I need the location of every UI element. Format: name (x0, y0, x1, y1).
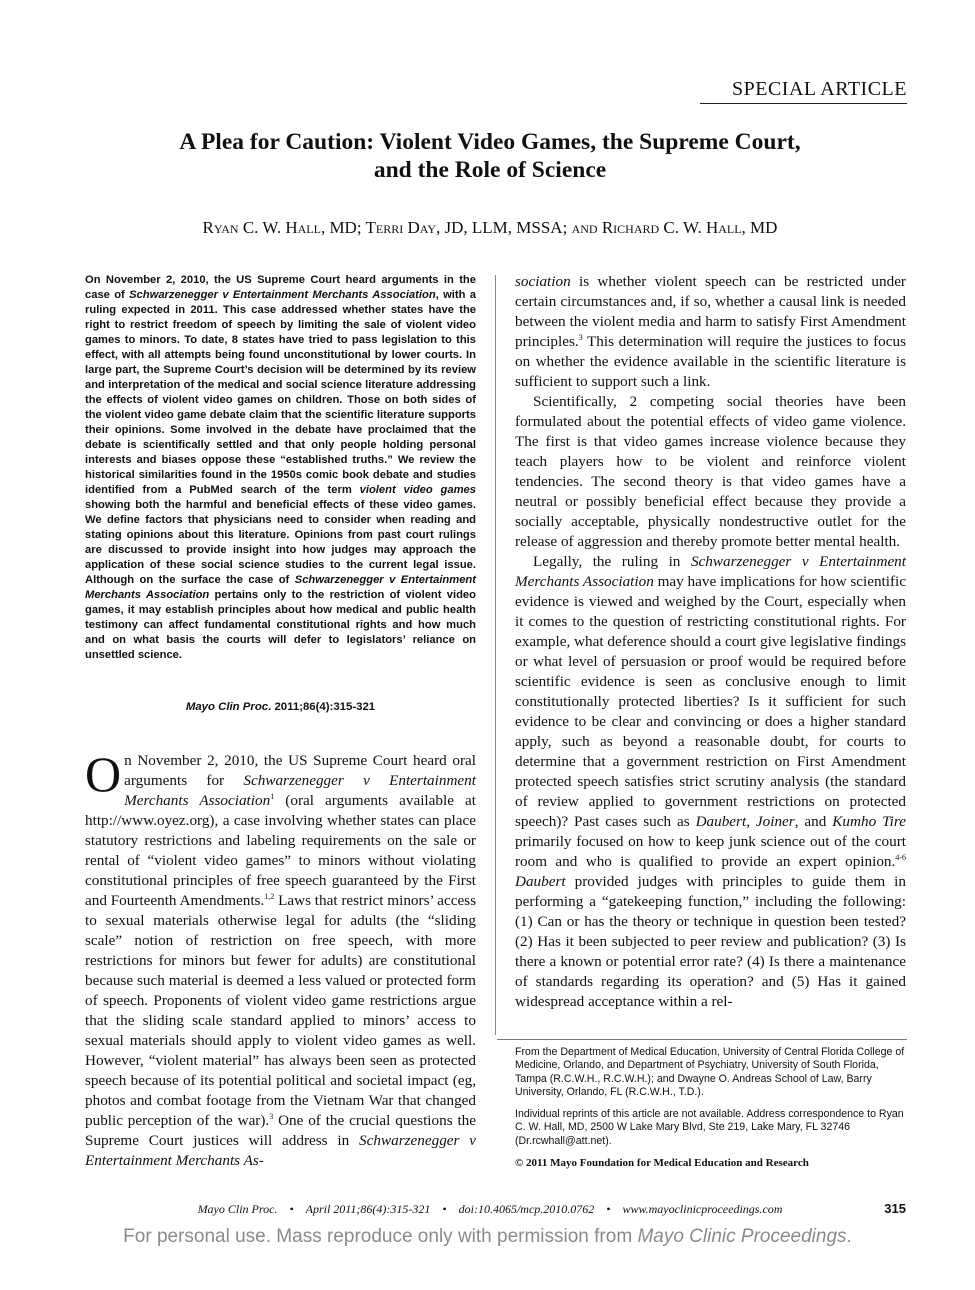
abstract-case-name-2: Schwarzenegger v Entertainment Merchants Association (85, 574, 476, 601)
page-number: 315 (884, 1201, 906, 1216)
permission-period: . (846, 1226, 852, 1247)
author-3-degree: , MD (741, 218, 778, 237)
body-text: provided judges with principles to guide them in performing a “gatekeeping function,” including the following: (1) Can or has the theory or technique in question been tested? (2) Has it been subjected to peer review and publication? (3) Is there a known or potential error rate? (4) Is there a maintenance of standards regarding its operation? and (5) Has it gained widespread acceptance within a rel- (515, 873, 906, 1010)
footer-bullet: • (289, 1202, 294, 1216)
author-2-degree: , JD, LLM, MSSA; (436, 218, 572, 237)
case-name: Schwarzenegger v Entertainment Merchants Association (515, 553, 906, 590)
citation-ref: . 2011;86(4):315-321 (268, 701, 376, 713)
body-text: , and (794, 813, 833, 830)
footer-doi: doi:10.4065/mcp.2010.0762 (458, 1202, 595, 1216)
reference-superscript: 1 (270, 791, 275, 801)
footer-issue: April 2011;86(4):315-321 (305, 1202, 431, 1216)
case-name: sociation (515, 273, 571, 290)
author-1-surname: all (297, 218, 321, 237)
body-text: (oral arguments available at http://www.oyez.org), a case involving whether states can place statutory restrictions and labeling requirements on the sale or rental of “violent video games” to minors without violating constitutional principles of free speech guaranteed by the First and Fourteenth Amendments. (85, 792, 476, 909)
body-text: This determination will require the justices to focus on whether the evidence available in the scientific literature is sufficient to support such a link. (515, 333, 906, 390)
body-text: Laws that restrict minors’ access to sexual materials otherwise legal for adults (the “sliding scale” notion of restriction on free speech, with more restrictions for minors but fewer for adults) are constitutional because such material is deemed a less valued or protected form of speech. Proponents of violent video game restrictions argue that the sliding scale standard applied to minors’ access to sexual materials should apply to violent video games as well. However, “violent material” has always been seen as protected speech because of its potential political and societal impact (eg, photos and combat footage from the Vietnam War that changed public perception of the war). (85, 892, 477, 1129)
case-name: Kumho Tire (832, 813, 906, 830)
body-text: primarily focused on how to keep junk science out of the court room and who is qualified to provide an expert opinion. (515, 833, 906, 870)
author-2-middle: D (403, 218, 420, 237)
body-text: is whether violent speech can be restricted under certain circumstances and, if so, whether a causal link is needed between the violent media and harm to satisfy First Amendment principles. (515, 273, 906, 350)
abstract-text-4: pertains only to the restriction of violent video games, it may establish principles about how medical and public health testimony can affect fundamental constitutional rights and how much and on what basis the courts will defer to legislators’ reliance on unsettled science. (85, 589, 476, 661)
author-1-degree: , MD; (320, 218, 366, 237)
footer-bullet: • (442, 1202, 447, 1216)
case-name: Daubert (515, 873, 566, 890)
author-1-middle: C. W. H (238, 218, 298, 237)
body-paragraph (85, 746, 477, 1171)
case-name: Daubert (695, 813, 747, 830)
author-1-smallcaps: yan (213, 218, 239, 237)
footer-url[interactable]: www.mayoclinicproceedings.com (622, 1202, 783, 1216)
column-divider (495, 275, 496, 1035)
footnote-correspondence: Individual reprints of this article are not available. Address correspondence to Ryan C. W. Hall, MD, 2500 W Lake Mary Blvd, Ste 219, Lake Mary, FL 32746 (Dr.rcwhall@att.net). (515, 1108, 904, 1147)
footer-journal: Mayo Clin Proc. (197, 1202, 278, 1216)
author-2-surname: ay (419, 218, 436, 237)
footer-bullet: • (606, 1202, 611, 1216)
body-paragraph (515, 272, 906, 392)
abstract-text-3: showing both the harmful and beneficial effects of these video games. We define factors that physicians need to consider when reading and stating opinions about this literature. Opinions from past court rulings are discussed to provide insight into how judges may approach the application of these social science studies to the current legal issue. Although on the surface the case of (85, 499, 476, 586)
running-footer (170, 1202, 810, 1217)
title-line-1: A Plea for Caution: Violent Video Games, the Supreme Court, (179, 129, 801, 155)
body-text: n November 2, 2010, the US Supreme Court heard oral arguments for (124, 752, 476, 789)
permission-journal: Mayo Clinic Proceedings (637, 1226, 847, 1247)
section-label: SPECIAL ARTICLE (700, 78, 907, 104)
case-name: Schwarzenegger v Entertainment Merchants Association (124, 772, 476, 809)
body-column-right (515, 272, 906, 1012)
body-text: One of the crucial questions the Supreme Court justices will address in (85, 1112, 476, 1149)
footnote-affiliation: From the Department of Medical Education, University of Central Florida College of Medicine, Orlando, and Department of Psychiatry, University of South Florida, Tampa (R.C.W.H., R.C.W.H.); and Dwayne O. Andreas School of Law, Barry University, Orlando, FL (R.C.W.H., T.D.). (515, 1046, 905, 1098)
citation-journal: Mayo Clin Proc (185, 701, 269, 713)
author-2-initial: T (365, 218, 376, 237)
reference-superscript: 4-6 (895, 852, 906, 862)
body-paragraph (515, 552, 906, 1012)
author-3-middle: C. W. H (659, 218, 719, 237)
author-3-initial: R (597, 218, 614, 237)
citation (85, 701, 476, 713)
reference-superscript: 1,2 (264, 891, 275, 901)
reference-superscript: 3 (578, 332, 583, 342)
abstract-text-2: , with a ruling expected in 2011. This case addressed whether states have the right to restrict freedom of speech by limiting the sale of violent video games to minors. To date, 8 states have tried to pass legislation to this effect, with all attempts being found unconstitutional by lower courts. In large part, the Supreme Court’s decision will be determined by its review and interpretation of the medical and social science literature addressing the effects of violent video games on children. Those on both sides of the violent video game debate claim that the scientific literature supports their opinions. Some involved in the debate have proclaimed that the debate is scientifically settled and that only people holding personal interests and biases oppose these “established truths.” We review the historical similarities found in the 1950s comic book debate and studies identified from a PubMed search of the term (85, 289, 477, 496)
abstract-case-name-1: Schwarzenegger v Entertainment Merchants Association (129, 289, 436, 301)
abstract-search-term: violent video games (359, 484, 477, 496)
body-text: Legally, the ruling in (533, 553, 691, 570)
author-1-initial: R (202, 218, 214, 237)
drop-cap: O (85, 746, 122, 802)
abstract-text-1: On November 2, 2010, the US Supreme Court heard arguments in the case of (85, 274, 476, 301)
footnote-copyright: © 2011 Mayo Foundation for Medical Education and Research (515, 1157, 809, 1169)
body-column-left (85, 746, 477, 1171)
body-paragraph: Scientifically, 2 competing social theories have been formulated about the potential effects of video game violence. The first is that video games increase violence because they teach players how to be violent and reinforce violent tendencies. The second theory is that video games have a neutral or possibly beneficial effect because they provide a socially acceptable, physically nondestructive outlet for the release of aggression and thereby promote better mental health. (515, 393, 906, 550)
author-2-smallcaps: erri (375, 218, 404, 237)
reference-superscript: 3 (269, 1111, 274, 1121)
article-title (60, 128, 920, 184)
author-3-smallcaps: ichard (613, 218, 660, 237)
case-name: Joiner (755, 813, 795, 830)
body-text: , (746, 813, 756, 830)
case-name: Schwarzenegger v Entertainment Merchants As- (85, 1132, 476, 1169)
permission-text: For personal use. Mass reproduce only with permission from (123, 1226, 638, 1247)
author-list (60, 218, 920, 238)
abstract (85, 273, 476, 663)
title-line-2: and the Role of Science (373, 157, 607, 183)
author-and: and (571, 218, 598, 237)
author-3-surname: all (718, 218, 742, 237)
body-text: may have implications for how scientific evidence is viewed and weighed by the Court, especially when it comes to the question of restricting constitutional rights. For example, what deference should a court give legislative findings or what level of persuasion or proof would be required before scientific evidence is seen as conclusive enough to limit constitutionally protected liberties? Is it sufficient for such evidence to be clear and convincing or does a higher standard apply, such as beyond a reasonable doubt, for courts to determine that a government restriction on First Amendment protected speech satisfies strict scrutiny analysis (the standard of review applied to government restrictions on protected speech)? Past cases such as (515, 573, 907, 830)
permission-notice (0, 1226, 975, 1248)
footnote-divider (497, 1039, 907, 1040)
